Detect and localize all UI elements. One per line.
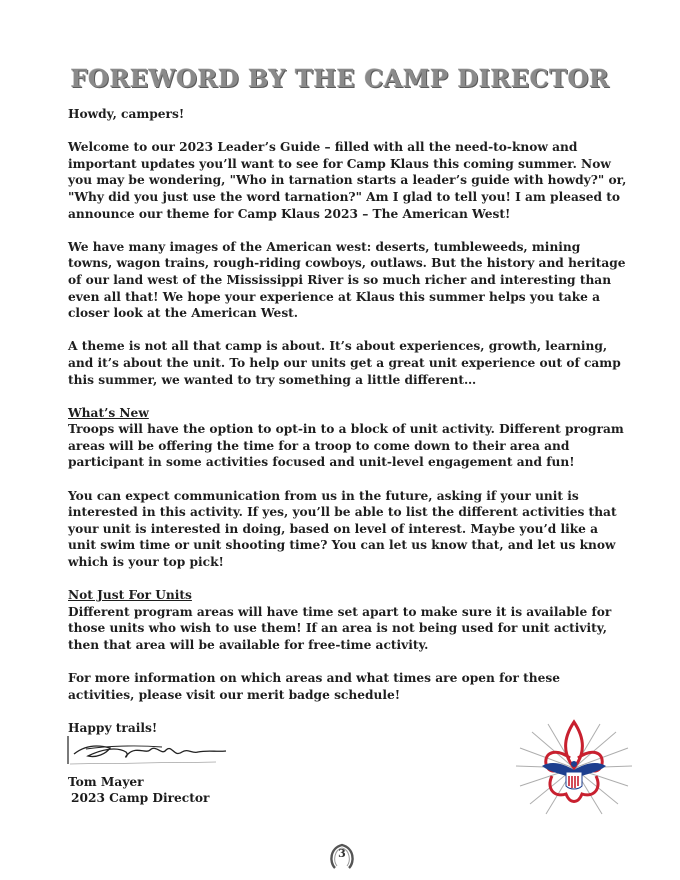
- section-not-just-for-units: [68, 587, 628, 653]
- greeting: Howdy, campers!: [68, 107, 185, 121]
- paragraph-opt-in: Troops will have the option to opt-in to a block of unit activity. Different program areas will be offering the time for a troop to come down to their area and participant in some activities focused and unit-level engagement and fun!: [68, 422, 624, 470]
- closing: Happy trails!: [68, 720, 158, 735]
- paragraph-american-west: We have many images of the American west: deserts, tumbleweeds, mining towns, wagon trains, rough-riding cowboys, outlaws. But the history and heritage of our land west of the Mississippi River is so much richer and interesting than even all that! We hope your experience at Klaus this summer helps you take a closer look at the American West.: [68, 239, 626, 321]
- signer-role: 2023 Camp Director: [71, 791, 210, 805]
- paragraph-welcome: Welcome to our 2023 Leader’s Guide – filled with all the need-to-know and important updates you’ll want to see for Camp Klaus this coming summer. Now you may be wondering, "Who in tarnation starts a leader’s guide with howdy?" or, "Why did you just use the word tarnation?" Am I glad to tell you! I am pleased to announce our theme for Camp Klaus 2023 – The American West!: [68, 140, 627, 221]
- section-heading-whats-new: What’s New: [68, 405, 149, 420]
- paragraph-time-set-apart: Different program areas will have time set apart to make sure it is available for those units who wish to use them! If an area is not being used for unit activity, then that area will be available for free-time activity.: [68, 604, 612, 652]
- page-number: 3: [338, 847, 346, 860]
- paragraph-communication: You can expect communication from us in the future, asking if your unit is interested in this activity. If yes, you’ll be able to list the different activities that your unit is interested in doing, based on level of interest. Maybe you’d like a unit swim time or unit shooting time? You can let us know that, and let us know which is your top pick!: [68, 488, 617, 570]
- signature-graphic: [66, 732, 228, 768]
- section-whats-new: [68, 405, 628, 471]
- scout-emblem-icon: [512, 718, 636, 818]
- signer-name: Tom Mayer: [68, 775, 144, 789]
- paragraph-theme: A theme is not all that camp is about. It’s about experiences, growth, learning, and it’s about the unit. To help our units get a great unit experience out of camp this summer, we wanted to try something a little different…: [68, 339, 621, 387]
- body-text: [68, 106, 628, 753]
- paragraph-more-information: For more information on which areas and what times are open for these activities, please visit our merit badge schedule!: [68, 671, 560, 702]
- page-title: FOREWORD BY THE CAMP DIRECTOR: [70, 64, 610, 93]
- section-heading-not-just-for-units: Not Just For Units: [68, 588, 192, 603]
